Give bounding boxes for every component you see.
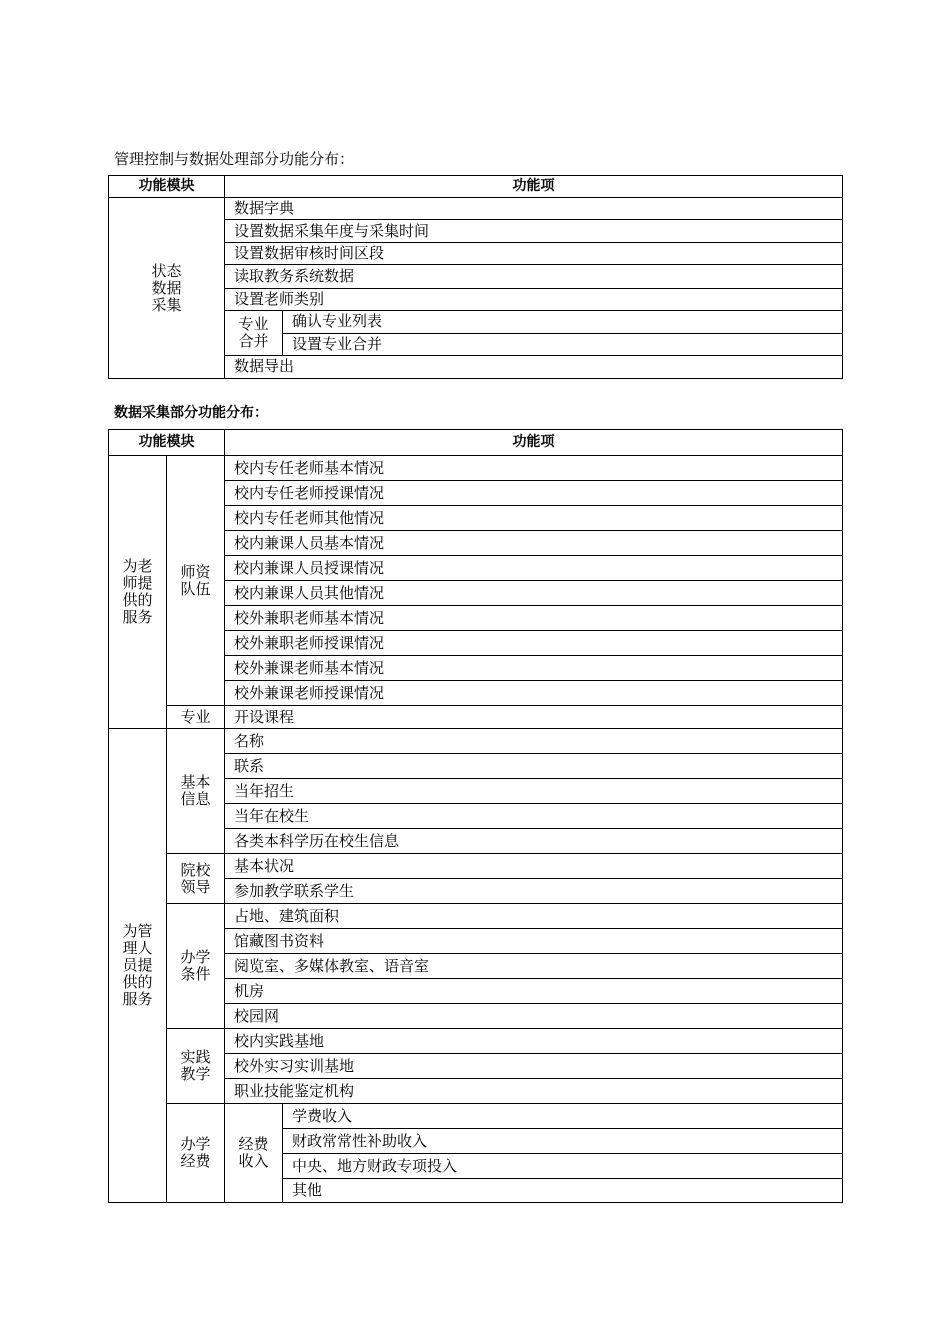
header-module: 功能模块 — [109, 430, 225, 456]
header-item: 功能项 — [225, 430, 843, 456]
section1-caption: 管理控制与数据处理部分功能分布： — [114, 150, 355, 168]
submodule-practice: 实践教学 — [167, 1029, 225, 1104]
function-item: 联系 — [225, 754, 843, 779]
function-item: 基本状况 — [225, 854, 843, 879]
table-row — [109, 904, 843, 929]
function-item: 校内专任老师其他情况 — [225, 506, 843, 531]
module-manager-service: 为管理人员提供的服务 — [109, 729, 167, 1203]
submodule-conditions: 办学条件 — [167, 904, 225, 1029]
function-item: 职业技能鉴定机构 — [225, 1079, 843, 1104]
submodule-faculty: 师资队伍 — [167, 456, 225, 706]
module-teacher-service: 为老师提供的服务 — [109, 456, 167, 729]
function-item: 各类本科学历在校生信息 — [225, 829, 843, 854]
function-item: 校内兼课人员基本情况 — [225, 531, 843, 556]
submodule-funding: 办学经费 — [167, 1104, 225, 1203]
function-item: 校外兼课老师基本情况 — [225, 656, 843, 681]
function-item: 中央、地方财政专项投入 — [283, 1154, 843, 1179]
submodule-funding-income: 经费收入 — [225, 1104, 283, 1203]
function-item: 校内专任老师授课情况 — [225, 481, 843, 506]
function-item: 确认专业列表 — [283, 310, 843, 333]
function-item: 校内实践基地 — [225, 1029, 843, 1054]
section2-caption: 数据采集部分功能分布： — [114, 405, 268, 421]
table-row — [109, 854, 843, 879]
function-item: 机房 — [225, 979, 843, 1004]
submodule-major: 专业 — [167, 706, 225, 729]
collection-function-table — [108, 429, 843, 1203]
table-row — [109, 706, 843, 729]
function-item: 其他 — [283, 1179, 843, 1203]
submodule-basic-info: 基本信息 — [167, 729, 225, 854]
table-row — [109, 198, 843, 220]
module-status-data-collection: 状态数据采集 — [109, 198, 225, 379]
header-item: 功能项 — [225, 176, 843, 198]
table-header-row — [109, 176, 843, 198]
function-item: 馆藏图书资料 — [225, 929, 843, 954]
function-item: 校内兼课人员其他情况 — [225, 581, 843, 606]
function-item: 校外实习实训基地 — [225, 1054, 843, 1079]
function-item: 学费收入 — [283, 1104, 843, 1129]
function-item: 读取教务系统数据 — [225, 265, 843, 288]
function-item: 当年招生 — [225, 779, 843, 804]
function-item: 参加教学联系学生 — [225, 879, 843, 904]
function-item: 校内专任老师基本情况 — [225, 456, 843, 481]
table-row — [109, 1104, 843, 1129]
function-item: 设置老师类别 — [225, 288, 843, 310]
function-item: 数据字典 — [225, 198, 843, 220]
function-item: 当年在校生 — [225, 804, 843, 829]
function-item: 数据导出 — [225, 355, 843, 378]
function-item: 占地、建筑面积 — [225, 904, 843, 929]
function-item: 财政常常性补助收入 — [283, 1129, 843, 1154]
function-item: 校外兼职老师基本情况 — [225, 606, 843, 631]
function-item: 名称 — [225, 729, 843, 754]
table-header-row — [109, 430, 843, 456]
function-item: 设置数据采集年度与采集时间 — [225, 220, 843, 243]
function-item: 校内兼课人员授课情况 — [225, 556, 843, 581]
table-row — [109, 1029, 843, 1054]
function-item: 设置数据审核时间区段 — [225, 243, 843, 265]
function-item: 阅览室、多媒体教室、语音室 — [225, 954, 843, 979]
table-row — [109, 456, 843, 481]
function-item: 设置专业合并 — [283, 333, 843, 355]
function-item: 校园网 — [225, 1004, 843, 1029]
submodule-leadership: 院校领导 — [167, 854, 225, 904]
function-item: 开设课程 — [225, 706, 843, 729]
table-row — [109, 729, 843, 754]
header-module: 功能模块 — [109, 176, 225, 198]
function-item: 校外兼课老师授课情况 — [225, 681, 843, 706]
control-function-table — [108, 175, 843, 379]
submodule-major-merge: 专业合并 — [225, 310, 283, 355]
function-item: 校外兼职老师授课情况 — [225, 631, 843, 656]
